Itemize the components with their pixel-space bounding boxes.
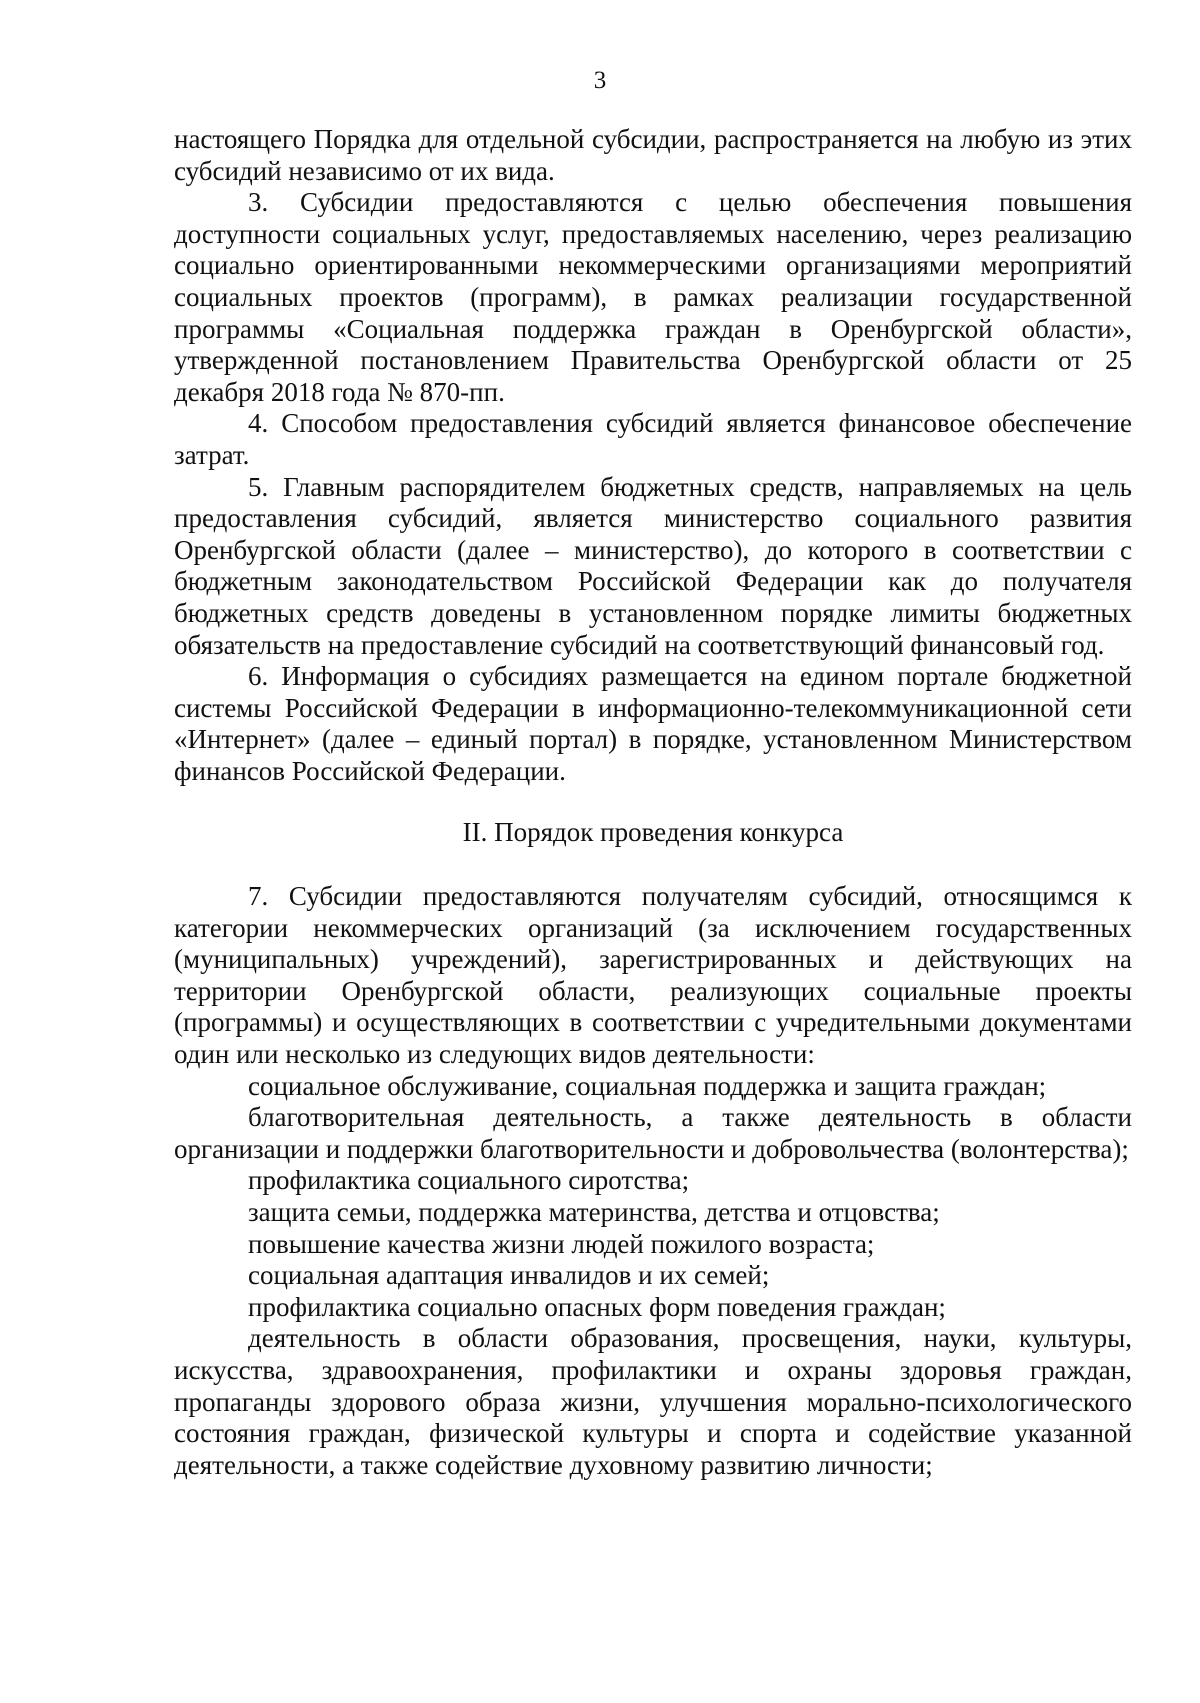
paragraph-6: 6. Информация о субсидиях размещается на едином портале бюджетной системы Российской Федерации в информационно-телекоммуникационной сети «Интернет» (далее – единый портал) в порядке, установленном Министерством финансов Российской Федерации. (174, 661, 1132, 786)
paragraph-3: 3. Субсидии предоставляются с целью обеспечения повышения доступности социальных услуг, предоставляемых населению, через реализацию социально ориентированными некоммерческими организациями мероприятий социальных проектов (программ), в рамках реализации государственной программы «Социальная поддержка граждан в Оренбургской области», утвержденной постановлением Правительства Оренбургской области от 25 декабря 2018 года № 870-пп. (174, 187, 1132, 407)
activity-list-item: профилактика социального сиротства; (248, 1165, 690, 1196)
document-body (174, 124, 1132, 1481)
activity-list-item: повышение качества жизни людей пожилого возраста; (248, 1228, 875, 1259)
paragraph-5: 5. Главным распорядителем бюджетных средств, направляемых на цель предоставления субсидий, является министерство социального развития Оренбургской области (далее – министерство), до которого в соответствии с бюджетным законодательством Российской Федерации как до получателя бюджетных средств доведены в установленном порядке лимиты бюджетных обязательств на предоставление субсидий на соответствующий финансовый год. (174, 471, 1132, 660)
activity-list-item: социальное обслуживание, социальная поддержка и защита граждан; (248, 1070, 1047, 1101)
paragraphs-top (174, 124, 1132, 787)
paragraph-4: 4. Способом предоставления субсидий является финансовое обеспечение затрат. (174, 408, 1132, 470)
paragraph-continuation: настоящего Порядка для отдельной субсидии, распространяется на любую из этих субсидий независимо от их вида. (174, 124, 1132, 186)
section-heading: II. Порядок проведения конкурса (462, 817, 844, 848)
activity-list-item: социальная адаптация инвалидов и их семей; (248, 1260, 770, 1291)
activity-list-item: благотворительная деятельность, а также деятельность в области организации и поддержки благотворительности и добровольчества (волонтерства); (174, 1102, 1132, 1164)
activity-list-item: защита семьи, поддержка материнства, детства и отцовства; (248, 1197, 940, 1227)
activity-list-item: деятельность в области образования, просвещения, науки, культуры, искусства, здравоохранения, профилактики и охраны здоровья граждан, пропаганды здорового образа жизни, улучшения морально-психологического состояния граждан, физической культуры и спорта и содействие указанной деятельности, а также содействие духовному развитию личности; (174, 1323, 1132, 1480)
paragraph-7: 7. Субсидии предоставляются получателям субсидий, относящимся к категории некоммерческих организаций (за исключением государственных (муниципальных) учреждений), зарегистрированных и действующих на территории Оренбургской области, реализующих социальные проекты (программы) и осуществляющих в соответствии с учредительными документами один или несколько из следующих видов деятельности: (174, 881, 1132, 1070)
page-number: 3 (593, 67, 607, 94)
activity-list-item: профилактика социально опасных форм поведения граждан; (248, 1291, 946, 1322)
paragraphs-bottom (174, 881, 1132, 1481)
